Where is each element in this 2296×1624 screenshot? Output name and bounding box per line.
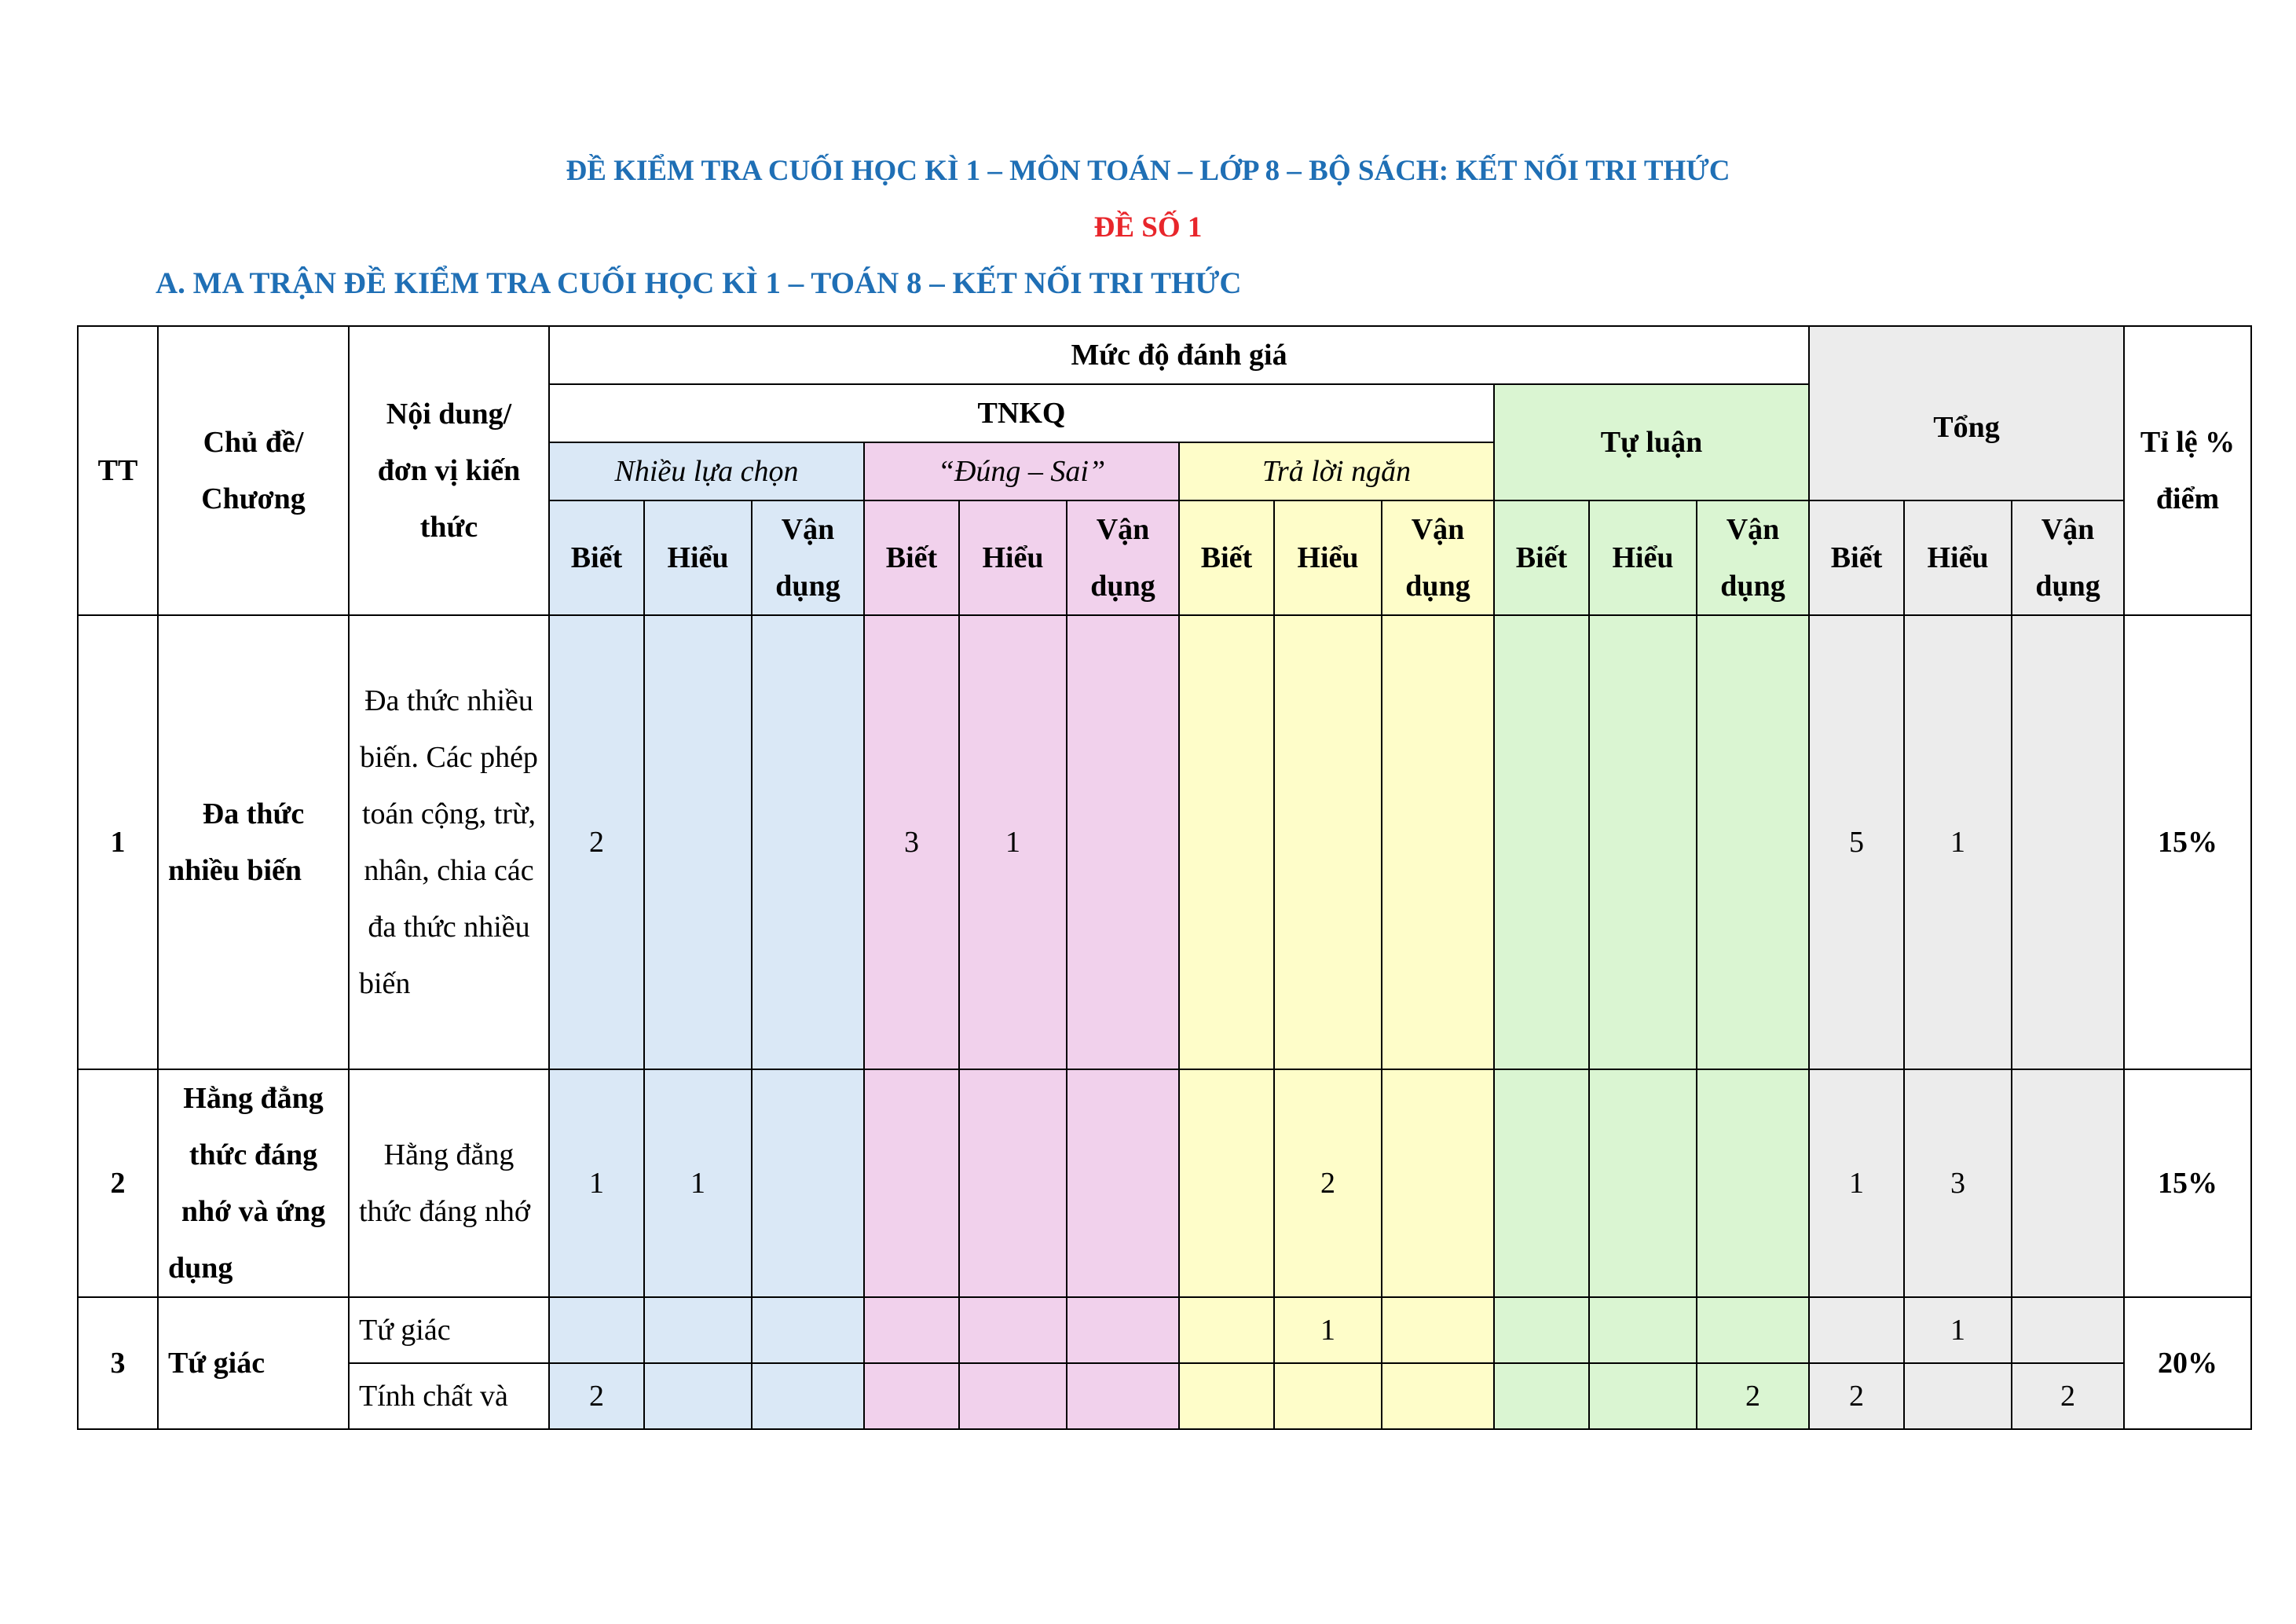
count-cell (1697, 615, 1809, 1069)
count-cell (1067, 1363, 1179, 1429)
content-cell: Tứ giác (349, 1297, 549, 1363)
percent-cell: 15% (2124, 1069, 2251, 1297)
content-cell: Tính chất và (349, 1363, 549, 1429)
count-cell (1697, 1297, 1809, 1363)
count-cell (1494, 1363, 1589, 1429)
count-cell (1382, 1297, 1494, 1363)
count-cell: 2 (549, 1363, 644, 1429)
table-row (78, 1363, 2251, 1429)
header-total: Tổng (1809, 326, 2124, 500)
count-cell (1274, 615, 1382, 1069)
percent-cell: 20% (2124, 1297, 2251, 1429)
header-know: Biết (864, 500, 959, 615)
header-percent: Tỉ lệ % điểm (2124, 326, 2251, 615)
count-cell (959, 1069, 1067, 1297)
total-cell: 3 (1904, 1069, 2012, 1297)
count-cell (1179, 1297, 1274, 1363)
header-know: Biết (1809, 500, 1904, 615)
count-cell (1067, 1069, 1179, 1297)
header-content: Nội dung/ đơn vị kiến thức (349, 326, 549, 615)
header-short-answer: Trả lời ngắn (1179, 442, 1494, 500)
header-understand: Hiểu (1274, 500, 1382, 615)
count-cell (644, 615, 752, 1069)
count-cell (864, 1069, 959, 1297)
count-cell (1494, 615, 1589, 1069)
count-cell: 1 (549, 1069, 644, 1297)
header-true-false: “Đúng – Sai” (864, 442, 1179, 500)
header-essay: Tự luận (1494, 384, 1809, 500)
count-cell: 1 (644, 1069, 752, 1297)
row-number: 3 (78, 1297, 158, 1429)
count-cell (1179, 615, 1274, 1069)
count-cell (864, 1297, 959, 1363)
assessment-matrix-table (77, 325, 2252, 1430)
count-cell (752, 1297, 864, 1363)
total-cell: 1 (1809, 1069, 1904, 1297)
header-apply: Vận dụng (1067, 500, 1179, 615)
section-heading: A. MA TRẬN ĐỀ KIỂM TRA CUỐI HỌC KÌ 1 – TOÁN 8 – KẾT NỐI TRI THỨC (156, 266, 1242, 300)
document-title: ĐỀ KIỂM TRA CUỐI HỌC KÌ 1 – MÔN TOÁN – LỚP 8 – BỘ SÁCH: KẾT NỐI TRI THỨC (566, 155, 1730, 187)
count-cell (752, 1069, 864, 1297)
table-row (78, 615, 2251, 1069)
header-understand: Hiểu (1589, 500, 1697, 615)
header-topic: Chủ đề/ Chương (158, 326, 349, 615)
count-cell (1382, 1363, 1494, 1429)
header-understand: Hiểu (959, 500, 1067, 615)
table-row (78, 1069, 2251, 1297)
count-cell (1382, 1069, 1494, 1297)
percent-cell: 15% (2124, 615, 2251, 1069)
count-cell: 2 (1697, 1363, 1809, 1429)
header-apply: Vận dụng (2012, 500, 2124, 615)
header-know: Biết (1494, 500, 1589, 615)
count-cell (1067, 1297, 1179, 1363)
header-apply: Vận dụng (752, 500, 864, 615)
topic-cell: Hằng đẳng thức đáng nhớ và ứng dụng (158, 1069, 349, 1297)
count-cell: 1 (959, 615, 1067, 1069)
count-cell (1494, 1297, 1589, 1363)
total-cell (2012, 1069, 2124, 1297)
count-cell (752, 1363, 864, 1429)
count-cell (1067, 615, 1179, 1069)
count-cell: 3 (864, 615, 959, 1069)
header-multiple-choice: Nhiều lựa chọn (549, 442, 864, 500)
row-number: 2 (78, 1069, 158, 1297)
count-cell (549, 1297, 644, 1363)
header-know: Biết (549, 500, 644, 615)
count-cell (1179, 1069, 1274, 1297)
count-cell (1494, 1069, 1589, 1297)
total-cell: 2 (1809, 1363, 1904, 1429)
count-cell (959, 1297, 1067, 1363)
header-understand: Hiểu (1904, 500, 2012, 615)
row-number: 1 (78, 615, 158, 1069)
total-cell: 1 (1904, 1297, 2012, 1363)
header-understand: Hiểu (644, 500, 752, 615)
header-tnkq: TNKQ (549, 384, 1494, 442)
count-cell: 1 (1274, 1297, 1382, 1363)
count-cell (1382, 615, 1494, 1069)
content-cell: Đa thức nhiều biến. Các phép toán cộng, trừ, nhân, chia các đa thức nhiều biến (349, 615, 549, 1069)
count-cell (644, 1363, 752, 1429)
count-cell (644, 1297, 752, 1363)
count-cell (1274, 1363, 1382, 1429)
table-row (78, 1297, 2251, 1363)
header-tt: TT (78, 326, 158, 615)
count-cell (1589, 615, 1697, 1069)
header-row-1 (78, 326, 2251, 384)
content-cell: Hằng đẳng thức đáng nhớ (349, 1069, 549, 1297)
total-cell: 5 (1809, 615, 1904, 1069)
count-cell: 2 (549, 615, 644, 1069)
topic-cell: Đa thức nhiều biến (158, 615, 349, 1069)
total-cell: 2 (2012, 1363, 2124, 1429)
count-cell (1179, 1363, 1274, 1429)
count-cell (864, 1363, 959, 1429)
total-cell (1904, 1363, 2012, 1429)
topic-cell: Tứ giác (158, 1297, 349, 1429)
header-know: Biết (1179, 500, 1274, 615)
header-apply: Vận dụng (1697, 500, 1809, 615)
count-cell: 2 (1274, 1069, 1382, 1297)
count-cell (1589, 1363, 1697, 1429)
count-cell (959, 1363, 1067, 1429)
total-cell: 1 (1904, 615, 2012, 1069)
count-cell (1589, 1297, 1697, 1363)
count-cell (1697, 1069, 1809, 1297)
header-assessment-level: Mức độ đánh giá (549, 326, 1809, 384)
total-cell (2012, 615, 2124, 1069)
count-cell (1589, 1069, 1697, 1297)
count-cell (752, 615, 864, 1069)
exam-number: ĐỀ SỐ 1 (1093, 211, 1203, 244)
total-cell (1809, 1297, 1904, 1363)
total-cell (2012, 1297, 2124, 1363)
header-apply: Vận dụng (1382, 500, 1494, 615)
